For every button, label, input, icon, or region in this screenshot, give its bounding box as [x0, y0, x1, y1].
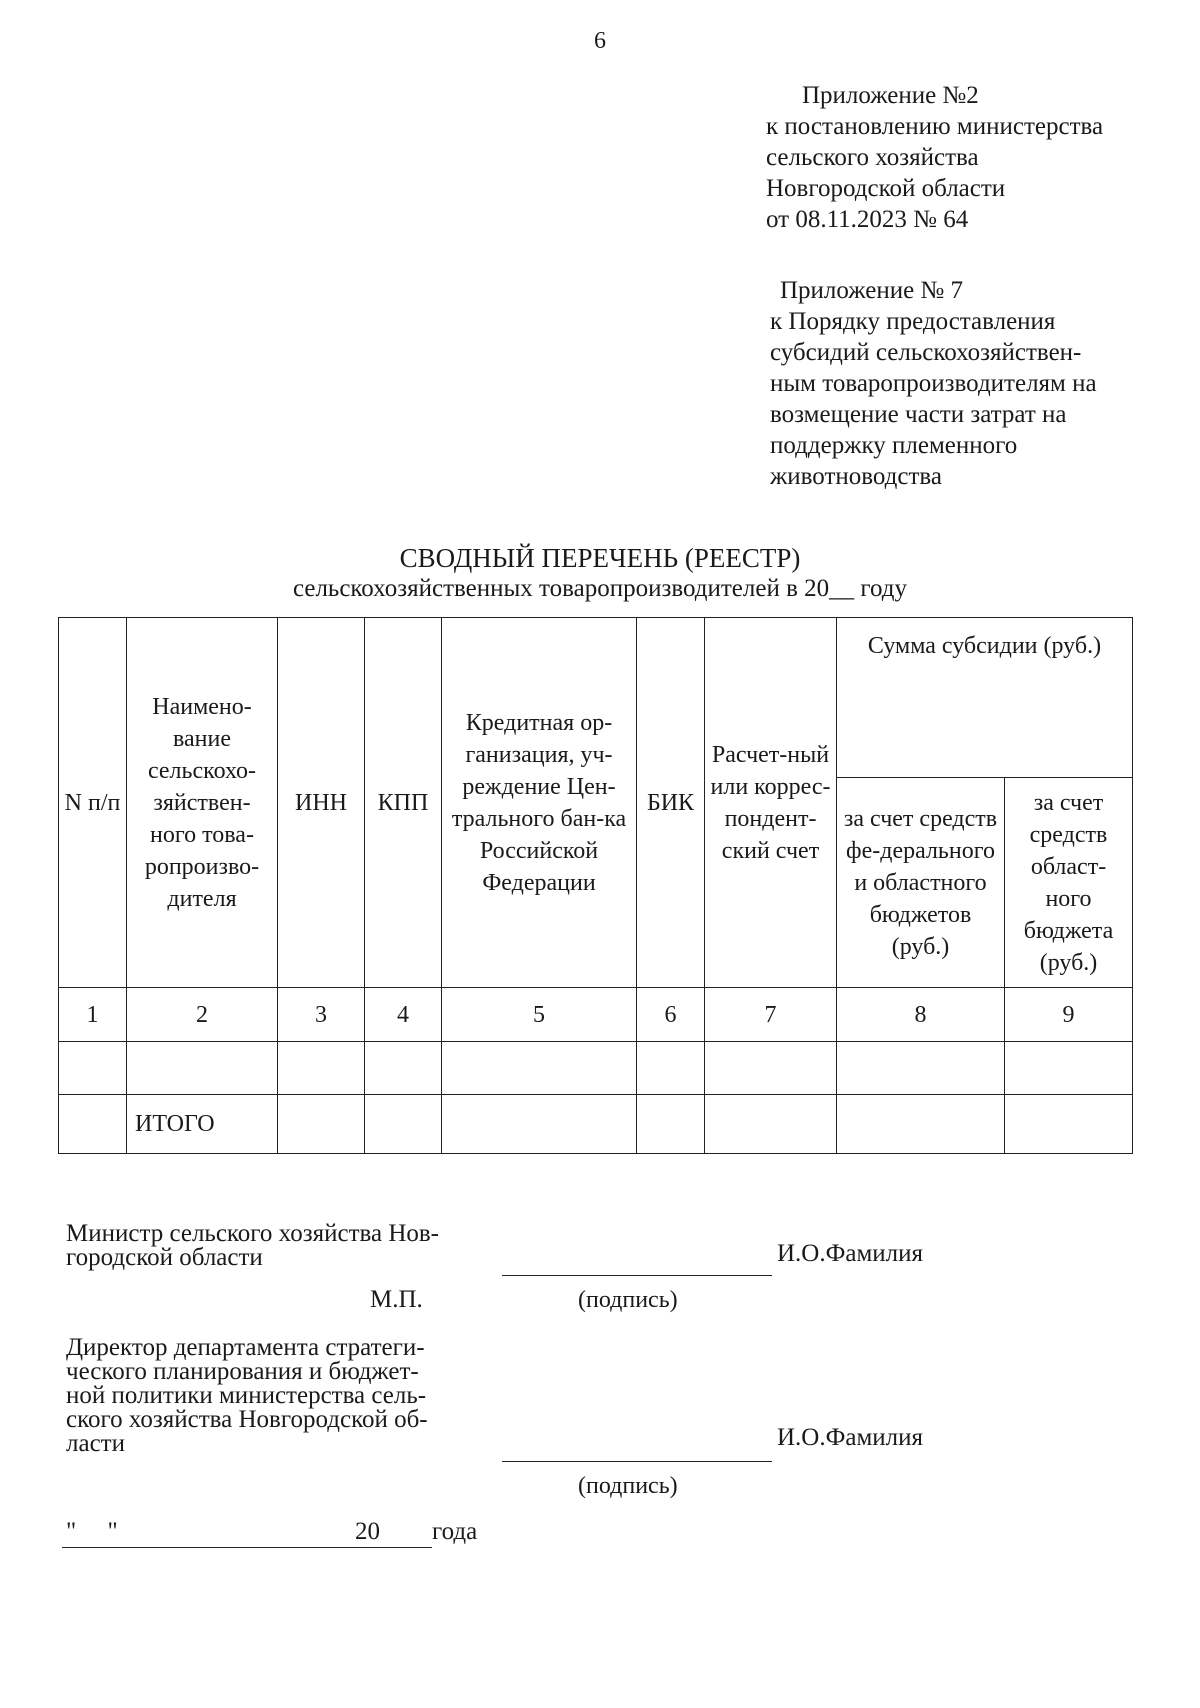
column-number: 9 [1005, 988, 1133, 1042]
minister-title-line: городской области [66, 1244, 263, 1271]
table-cell [442, 1042, 637, 1095]
director-signature-line [502, 1461, 772, 1462]
column-number: 5 [442, 988, 637, 1042]
column-number-row [59, 988, 1133, 1042]
table-cell [1005, 1042, 1133, 1095]
appendix-7-line: к Порядку предоставления [770, 308, 1056, 335]
director-title [66, 1336, 428, 1456]
header-regional: за счет средств област-ного бюджета (руб.) [1005, 778, 1133, 988]
header-subsidy-sum: Сумма субсидии (руб.) [837, 618, 1133, 778]
document-subtitle: сельскохозяйственных товаропроизводителей в 20__ году [292, 575, 908, 602]
total-row [59, 1095, 1133, 1154]
appendix-7-line: субсидий сельскохозяйствен- [770, 339, 1082, 366]
table-cell [59, 1042, 127, 1095]
table-cell [705, 1095, 837, 1154]
date-line [62, 1547, 432, 1548]
minister-name: И.О.Фамилия [777, 1240, 924, 1267]
header-producer-name: Наимено-вание сельскохо-зяйствен-ного това-ропроизво-дителя [127, 618, 278, 988]
table-cell [59, 1095, 127, 1154]
signature-caption: (подпись) [578, 1287, 678, 1313]
appendix-2-line: Новгородской области [766, 175, 1006, 202]
table-cell [1005, 1095, 1133, 1154]
header-bik: БИК [637, 618, 705, 988]
table-cell [365, 1042, 442, 1095]
column-number: 2 [127, 988, 278, 1042]
appendix-2-title: Приложение №2 [802, 82, 979, 109]
table-cell [127, 1042, 278, 1095]
column-number: 1 [59, 988, 127, 1042]
minister-signature-line [502, 1275, 772, 1276]
date-quotes: " " [66, 1518, 118, 1545]
director-title-line: ческого планирования и бюджет- [66, 1358, 419, 1385]
appendix-2-block [766, 80, 1103, 235]
table-cell [365, 1095, 442, 1154]
appendix-7-line: возмещение части затрат на [770, 401, 1067, 428]
appendix-7-line: животноводства [770, 463, 942, 490]
registry-table [58, 617, 1133, 1154]
minister-title-line: Министр сельского хозяйства Нов- [66, 1220, 439, 1247]
table-header-row [59, 618, 1133, 778]
signature-caption: (подпись) [578, 1473, 678, 1499]
table-cell [837, 1095, 1005, 1154]
appendix-7-line: ным товаропроизводителям на [770, 370, 1097, 397]
header-kpp: КПП [365, 618, 442, 988]
table-cell [637, 1095, 705, 1154]
column-number: 3 [278, 988, 365, 1042]
table-cell [442, 1095, 637, 1154]
table-cell [278, 1095, 365, 1154]
date-year-prefix: 20 [355, 1518, 380, 1545]
director-title-line: ского хозяйства Новгородской об- [66, 1406, 428, 1433]
header-federal-regional: за счет средств фе-дерального и областного бюджетов (руб.) [837, 778, 1005, 988]
director-title-line: ласти [66, 1430, 125, 1457]
table-cell [637, 1042, 705, 1095]
total-label: ИТОГО [127, 1095, 278, 1154]
minister-title [66, 1222, 439, 1270]
appendix-2-line: к постановлению министерства [766, 113, 1104, 140]
header-credit-org: Кредитная ор-ганизация, уч-реждение Цен-трального бан-ка Российской Федерации [442, 618, 637, 988]
document-title: СВОДНЫЙ ПЕРЕЧЕНЬ (РЕЕСТР) [399, 543, 801, 573]
stamp-label: М.П. [370, 1286, 423, 1313]
date-year-suffix: года [432, 1518, 478, 1545]
header-account: Расчет-ный или коррес-пондент-ский счет [705, 618, 837, 988]
table-cell [278, 1042, 365, 1095]
appendix-7-block [770, 275, 1097, 492]
appendix-2-line: от 08.11.2023 № 64 [766, 206, 969, 233]
table-cell [705, 1042, 837, 1095]
appendix-7-title: Приложение № 7 [780, 277, 964, 304]
column-number: 6 [637, 988, 705, 1042]
header-number: N п/п [59, 618, 127, 988]
column-number: 8 [837, 988, 1005, 1042]
header-inn: ИНН [278, 618, 365, 988]
column-number: 7 [705, 988, 837, 1042]
appendix-2-line: сельского хозяйства [766, 144, 979, 171]
empty-data-row [59, 1042, 1133, 1095]
director-name: И.О.Фамилия [777, 1424, 924, 1451]
table-cell [837, 1042, 1005, 1095]
appendix-7-line: поддержку племенного [770, 432, 1018, 459]
director-title-line: Директор департамента стратеги- [66, 1334, 425, 1361]
director-title-line: ной политики министерства сель- [66, 1382, 427, 1409]
page-number: 6 [594, 28, 606, 54]
column-number: 4 [365, 988, 442, 1042]
